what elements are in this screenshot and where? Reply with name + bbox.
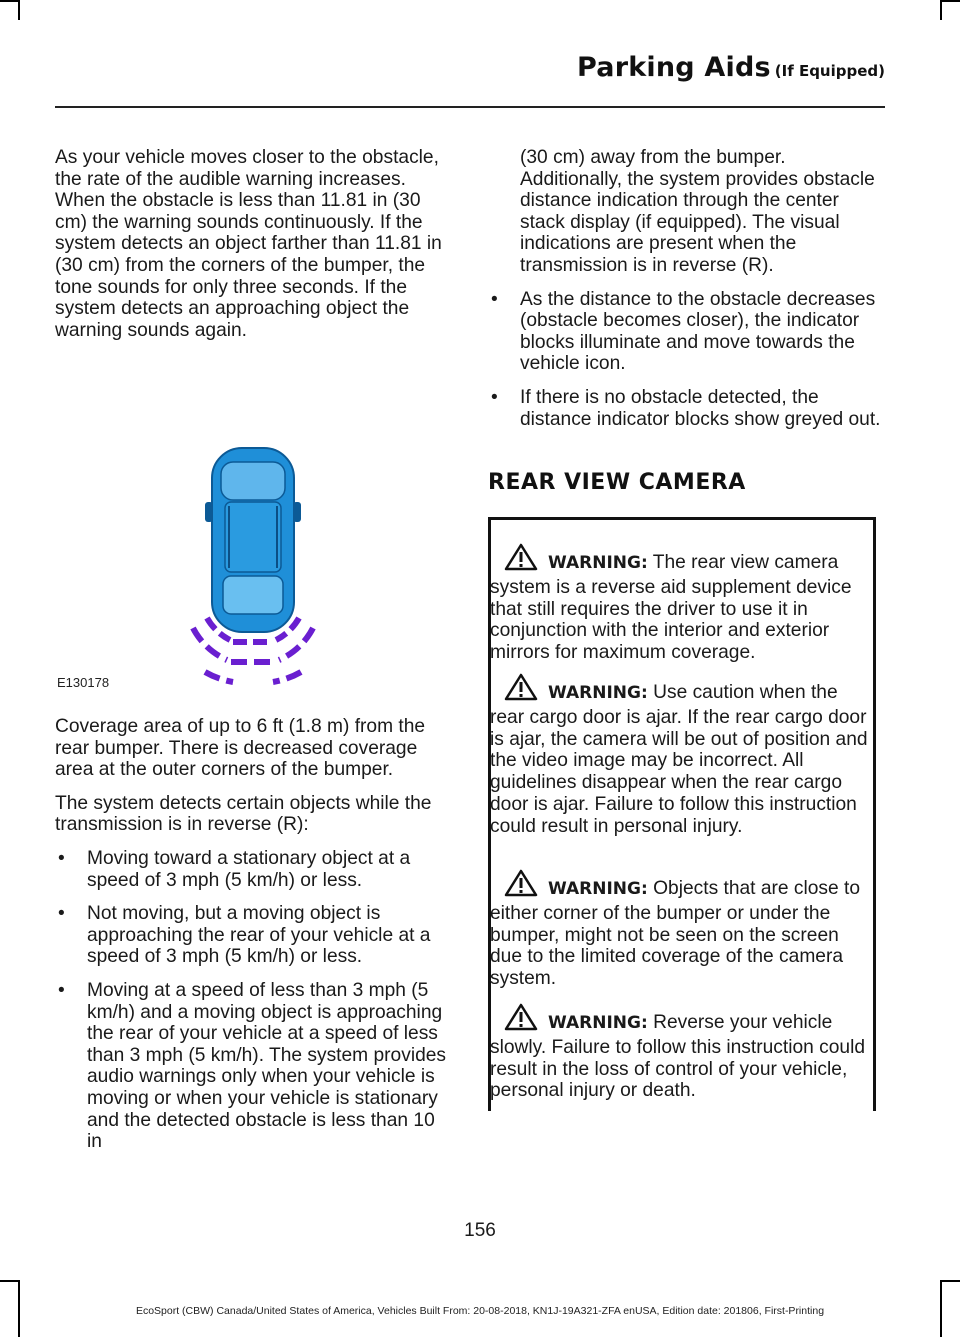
list-item-text: (30 cm) away from the bumper. Additionally, the system provides obstacle distance indication through the center stack display (if equipped). The visual indications are present when the transmission is in reverse (R).	[520, 147, 875, 276]
header-rule	[55, 106, 885, 108]
bullet-marker: •	[491, 288, 498, 310]
warning-text: The rear view camera system is a reverse aid supplement device that still requires the driver to use it in conjunction with the interior and exterior mirrors for maximum coverage.	[490, 552, 852, 664]
list-item	[55, 848, 450, 891]
bullet-marker: •	[58, 979, 65, 1001]
list-item-text: Moving toward a stationary object at a speed of 3 mph (5 km/h) or less.	[87, 847, 411, 891]
page-footer: EcoSport (CBW) Canada/United States of America, Vehicles Built From: 20-08-2018, KN1J-19A321-ZFA enUSA, Edition date: 201806, First-Printing	[135, 1305, 825, 1317]
list-item-text: As the distance to the obstacle decreases (obstacle becomes closer), the indicator blocks illuminate and move towards the vehicle icon.	[520, 288, 876, 375]
warning-triangle-icon	[504, 869, 538, 903]
warning-label: WARNING:	[548, 553, 648, 573]
paragraph: As your vehicle moves closer to the obstacle, the rate of the audible warning increases. When the obstacle is less than 11.81 in (30 cm) the warning sounds continuously. If the system detects an object farther than 11.81 in (30 cm) from the corners of the bumper, the tone sounds for only three seconds. If the system detects an approaching object the warning sounds again.	[55, 147, 442, 341]
crop-mark	[0, 0, 20, 2]
warning-triangle-icon	[504, 673, 538, 707]
bullet-marker: •	[58, 847, 65, 869]
warning-triangle-icon	[504, 1003, 538, 1037]
warning-item	[490, 1003, 874, 1102]
warning-label: WARNING:	[548, 879, 648, 899]
crop-mark	[18, 0, 20, 20]
warning-item	[490, 869, 874, 990]
warning-label: WARNING:	[548, 1013, 648, 1033]
list-item	[488, 289, 883, 375]
page-subtitle: (If Equipped)	[774, 62, 885, 80]
page-title: Parking Aids	[577, 52, 771, 83]
warning-triangle-icon	[504, 543, 538, 577]
paragraph: Coverage area of up to 6 ft (1.8 m) from the rear bumper. There is decreased coverage area at the outer corners of the bumper.	[55, 716, 426, 781]
list-item	[55, 903, 450, 968]
warning-item	[490, 673, 874, 838]
paragraph: The system detects certain objects while the transmission is in reverse (R):	[55, 792, 432, 836]
page-header	[0, 52, 885, 83]
parking-sensor-figure	[55, 440, 450, 700]
crop-mark	[940, 0, 960, 2]
crop-mark	[940, 1280, 960, 1282]
list-item-continuation	[488, 147, 883, 277]
crop-mark	[0, 1280, 20, 1282]
crop-mark	[940, 0, 942, 20]
list-item	[488, 387, 883, 430]
page-number: 156	[464, 1220, 496, 1241]
car-top-view-image	[55, 440, 450, 700]
bullet-marker: •	[58, 903, 65, 925]
warning-text: Use caution when the rear cargo door is ajar. If the rear cargo door is ajar, the camera will be out of position and the video image may be incorrect. All guidelines disappear when the rear cargo door is ajar. Failure to follow this instruction could result in personal injury.	[490, 682, 868, 837]
left-column-lower	[55, 716, 450, 1165]
figure-code: E130178	[57, 675, 110, 690]
list-item-text: Moving at a speed of less than 3 mph (5 km/h) and a moving object is approaching the rear of your vehicle at a speed of less than 3 mph (5 km/h). The system provides audio warnings only when your vehicle is moving or when your vehicle is stationary and the detected obstacle is less than 10 in	[87, 979, 447, 1153]
warning-item	[490, 543, 874, 664]
list-item	[55, 980, 450, 1153]
warning-text: Reverse your vehicle slowly. Failure to follow this instruction could result in the loss of control of your vehicle, personal injury or death.	[490, 1012, 866, 1102]
list-item-text: Not moving, but a moving object is approaching the rear of your vehicle at a speed of 3 mph (5 km/h) or less.	[87, 903, 431, 968]
warning-text: Objects that are close to either corner of the bumper or under the bumper, might not be seen on the screen due to the limited coverage of the camera system.	[490, 878, 861, 990]
list-item-text: If there is no obstacle detected, the distance indicator blocks show greyed out.	[520, 386, 881, 430]
left-column	[55, 147, 450, 353]
bullet-marker: •	[491, 386, 498, 408]
section-heading: REAR VIEW CAMERA	[488, 470, 746, 495]
right-column	[488, 147, 883, 442]
warning-label: WARNING:	[548, 683, 648, 703]
